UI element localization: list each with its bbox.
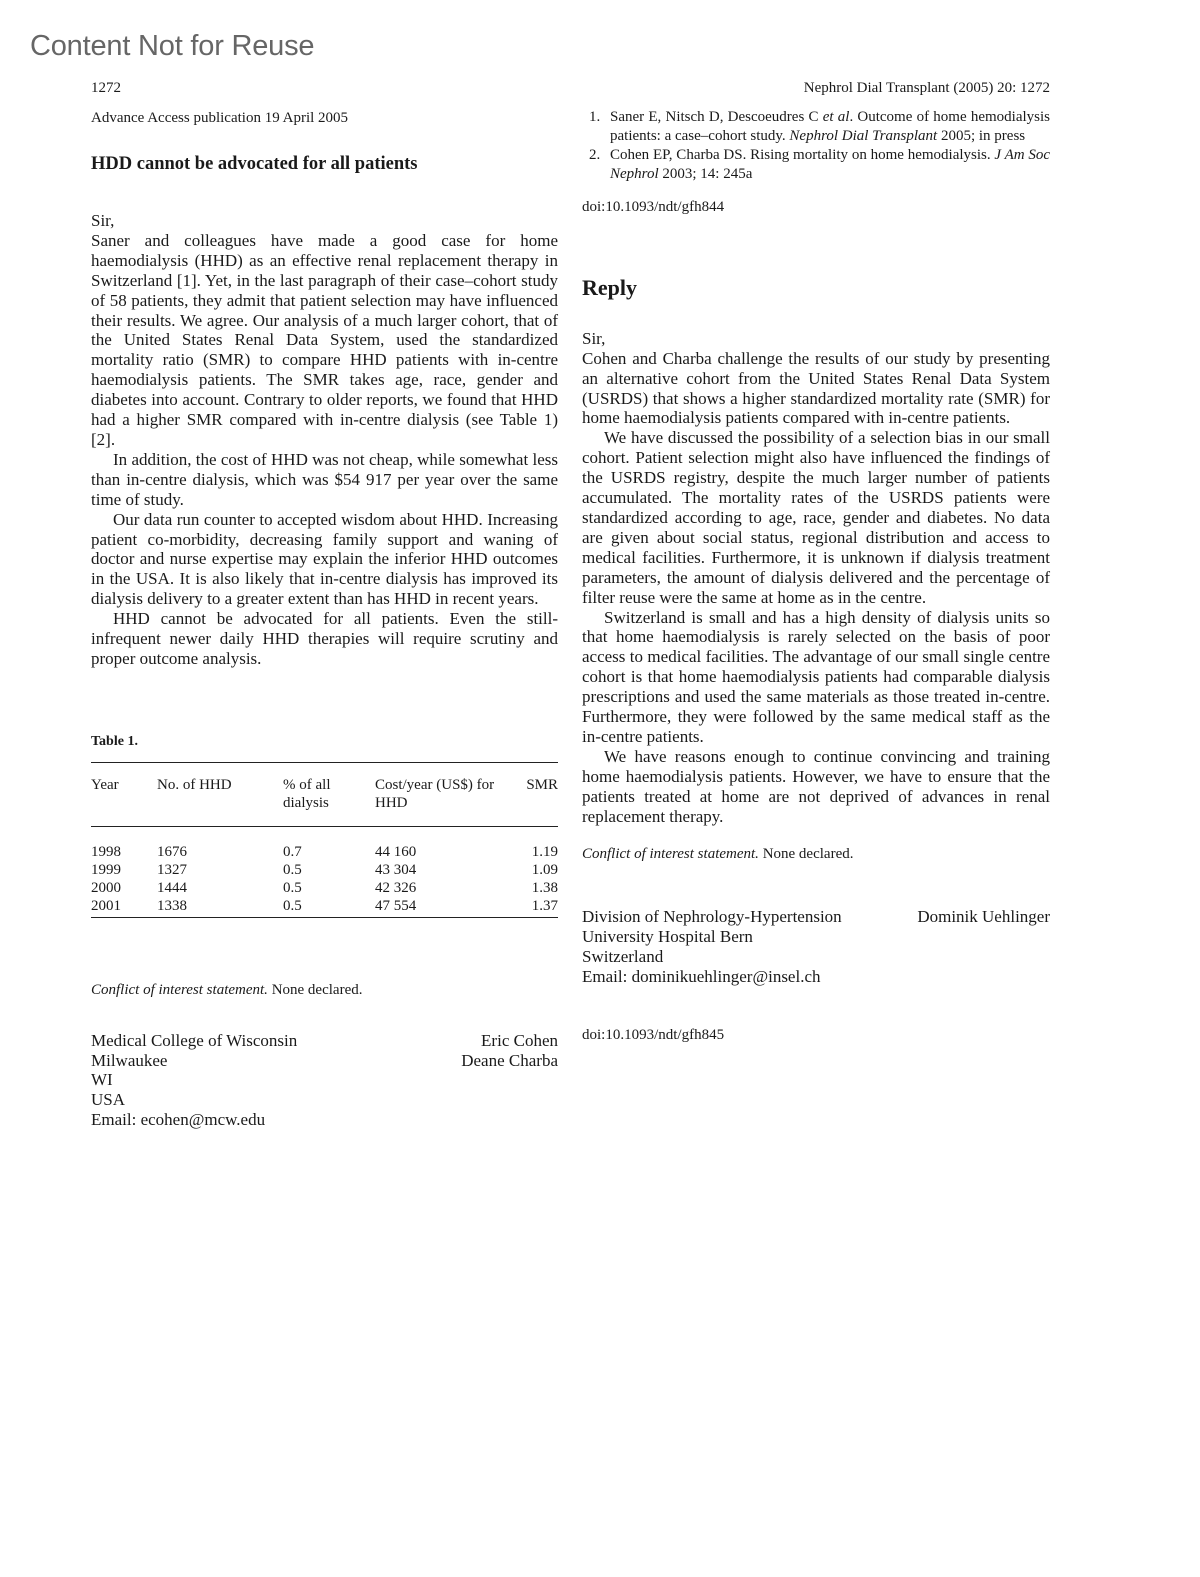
table-row xyxy=(91,826,558,861)
reference-text: 2003; 14: 245a xyxy=(658,165,753,182)
reply-paragraph: Cohen and Charba challenge the results of our study by presenting an alternative cohort from the United States Renal Data System (USRDS) that shows a higher standardized mortality rate (SMR) for home haemodialysis patients compared with in-centre patients. xyxy=(582,348,1050,428)
letter-paragraph: HHD cannot be advocated for all patients. Even the still-infrequent newer daily HHD therapies will require scrutiny and proper outcome analysis. xyxy=(91,609,558,668)
hhd-table xyxy=(91,762,558,918)
left-column xyxy=(91,109,558,1130)
table-cell: 44 160 xyxy=(375,843,417,860)
reference-list xyxy=(582,108,1050,183)
table-cell: 1.38 xyxy=(531,879,558,896)
letter-title: HDD cannot be advocated for all patients xyxy=(91,154,418,174)
table-header-cell: Cost/year (US$) for HHD xyxy=(375,776,495,811)
journal-reference: Nephrol Dial Transplant (2005) 20: 1272 xyxy=(803,80,1050,96)
affiliation-line: USA xyxy=(91,1090,126,1110)
table-cell: 1327 xyxy=(157,861,187,878)
table-header-cell: Year xyxy=(91,776,119,793)
affiliation-line: WI xyxy=(91,1070,113,1090)
table-cell: 42 326 xyxy=(375,879,417,896)
table-cell: 1999 xyxy=(91,861,121,878)
table-cell: 1444 xyxy=(157,879,187,896)
doi-letter[interactable]: doi:10.1093/ndt/gfh844 xyxy=(582,199,725,215)
right-column xyxy=(582,108,1050,1046)
reference-item xyxy=(582,108,1050,145)
letter-conflict-statement xyxy=(91,981,558,1001)
reply-title: Reply xyxy=(582,274,637,300)
reference-item xyxy=(582,146,1050,183)
reply-salutation: Sir, xyxy=(582,328,606,348)
reply-paragraph: Switzerland is small and has a high density of dialysis units so that home haemodialysis is rarely selected on the basis of poor access to medical facilities. The advantage of our small single centre cohort is that home haemodialysis patients had comparable dialysis prescriptions and used the same materials as those treated in-centre. Furthermore, they were followed by the same medical staff as the in-centre patients. xyxy=(582,607,1050,746)
affiliation-line: Switzerland xyxy=(582,947,664,967)
letter-paragraph: Our data run counter to accepted wisdom about HHD. Increasing patient co-morbidity, decreasing family support and waning of doctor and nurse expertise may explain the inferior HHD outcomes in the USA. It is also likely that in-centre dialysis has improved its dialysis delivery to a greater extent than has HHD in recent years. xyxy=(91,509,558,609)
table-row xyxy=(91,861,558,879)
reference-journal: J Am Soc Nephrol xyxy=(610,147,1050,182)
table-header-cell: SMR xyxy=(526,776,558,793)
watermark: Content Not for Reuse xyxy=(30,30,315,62)
reference-journal: Nephrol Dial Transplant xyxy=(789,127,938,144)
table-cell: 0.5 xyxy=(283,861,302,878)
conflict-text: None declared. xyxy=(758,846,854,863)
table-cell: 2000 xyxy=(91,879,121,896)
table-cell: 0.7 xyxy=(283,843,302,860)
conflict-label: Conflict of interest statement. xyxy=(582,846,759,863)
author-name: Eric Cohen xyxy=(481,1030,558,1050)
table-cell: 1676 xyxy=(157,843,187,860)
conflict-label: Conflict of interest statement. xyxy=(91,981,268,998)
letter-authors xyxy=(461,1031,558,1071)
reference-text: 2005; in press xyxy=(937,127,1026,144)
letter-affiliation xyxy=(91,1031,558,1131)
reply-author-name: Dominik Uehlinger xyxy=(917,907,1050,927)
reference-number: 2. xyxy=(589,147,601,163)
reference-italic: et al xyxy=(822,109,850,125)
table-header-cell: % of all dialysis xyxy=(283,776,331,811)
affiliation-line: Division of Nephrology-Hypertension xyxy=(582,907,842,927)
reply-paragraph: We have reasons enough to continue convincing and training home haemodialysis patients. However, we have to ensure that the patients treated at home are not deprived of advances in renal replacement therapy. xyxy=(582,746,1050,826)
table-header-row xyxy=(91,762,558,826)
table-cell: 47 554 xyxy=(375,897,417,914)
affiliation-line: University Hospital Bern xyxy=(582,927,753,947)
table-row xyxy=(91,879,558,897)
conflict-text: None declared. xyxy=(267,981,363,998)
affiliation-line: Milwaukee xyxy=(91,1050,168,1070)
reply-conflict-statement xyxy=(582,845,1050,865)
doi-reply[interactable]: doi:10.1093/ndt/gfh845 xyxy=(582,1027,725,1043)
author-email[interactable]: Email: dominikuehlinger@insel.ch xyxy=(582,967,821,987)
table-header-cell: No. of HHD xyxy=(157,776,232,793)
letter-paragraph: In addition, the cost of HHD was not cheap, while somewhat less than in-centre dialysis, which was $54 917 per year over the same time of study. xyxy=(91,449,558,509)
table-cell: 1.37 xyxy=(531,897,558,914)
reference-number: 1. xyxy=(589,109,601,125)
author-email[interactable]: Email: ecohen@mcw.edu xyxy=(91,1110,266,1130)
table-cell: 43 304 xyxy=(375,861,417,878)
reference-text: . Outcome of home hemodialysis patients: a case–cohort study. xyxy=(610,109,1050,144)
author-name: Deane Charba xyxy=(461,1050,558,1070)
reference-text: Cohen EP, Charba DS. Rising mortality on home hemodialysis. xyxy=(610,147,995,163)
table-cell: 1338 xyxy=(157,897,187,914)
table-cell: 1998 xyxy=(91,843,121,860)
table-row xyxy=(91,897,558,918)
letter-paragraph: Saner and colleagues have made a good case for home haemodialysis (HHD) as an effective renal replacement therapy in Switzerland [1]. Yet, in the last paragraph of their case–cohort study of 58 patients, they admit that patient selection may have influenced their results. We agree. Our analysis of a much larger cohort, that of the United States Renal Data System, used the standardized mortality ratio (SMR) to compare HHD patients with in-centre haemodialysis patients. The SMR takes age, race, gender and diabetes into account. Contrary to older reports, we found that HHD had a higher SMR compared with in-centre dialysis (see Table 1) [2]. xyxy=(91,230,558,449)
reply-paragraph: We have discussed the possibility of a selection bias in our small cohort. Patient selection might also have influenced the findings of the USRDS registry, despite the much larger number of patients accumulated. The mortality rates of the USRDS patients were standardized according to age, race, gender and diabetes. No data are given about social status, regional distribution and access to medical facilities. Furthermore, it is unknown if dialysis treatment parameters, the amount of dialysis delivered and the percentage of filter reuse were the same at home as in the centre. xyxy=(582,428,1050,607)
page-number: 1272 xyxy=(91,80,121,96)
reference-text: Saner E, Nitsch D, Descoeudres C xyxy=(610,109,823,125)
table-cell: 1.09 xyxy=(531,861,558,878)
advance-access-line: Advance Access publication 19 April 2005 xyxy=(91,110,349,126)
table-cell: 2001 xyxy=(91,897,121,914)
affiliation-line: Medical College of Wisconsin xyxy=(91,1030,298,1050)
table-cell: 1.19 xyxy=(531,843,558,860)
table-label: Table 1. xyxy=(91,733,138,749)
table-cell: 0.5 xyxy=(283,879,302,896)
table-cell: 0.5 xyxy=(283,897,302,914)
reply-affiliation xyxy=(582,907,1050,987)
letter-salutation: Sir, xyxy=(91,211,115,230)
